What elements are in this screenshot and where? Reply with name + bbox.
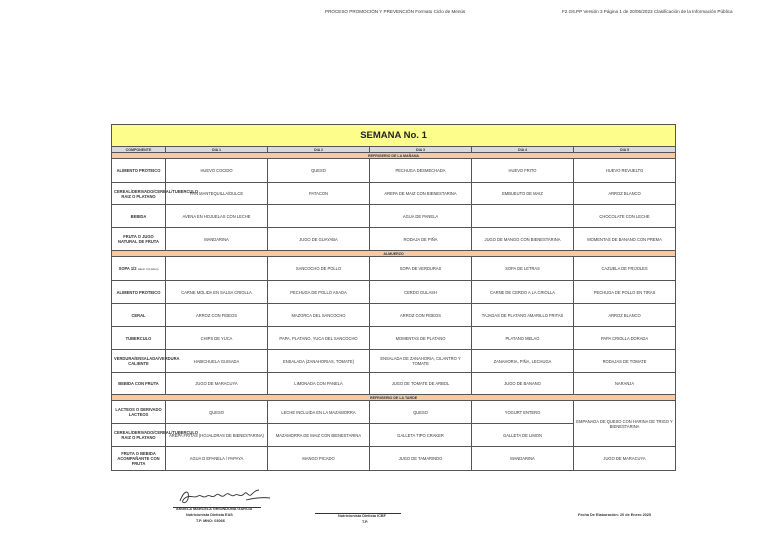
table-cell: RODAJA DE PIÑA	[370, 228, 472, 251]
table-cell: JUGO DE MANGO CON BIENESTARINA	[472, 228, 574, 251]
table-row	[112, 183, 676, 205]
table-row	[112, 257, 676, 281]
table-cell: QUESO	[370, 401, 472, 424]
table-cell: PAPA CRIOLLA DORADA	[574, 327, 676, 350]
component-label: BEBIDA CON FRUTA	[112, 373, 166, 395]
component-label: CEREAL/DERIVADO/CEREAL/TUBERCULO RAIZ O PLATANO	[112, 424, 166, 447]
table-cell: MOMENTAS DE BANANO CON PREMA	[574, 228, 676, 251]
table-cell: PATACON	[268, 183, 370, 205]
table-cell: CHIPS DE YUCA	[166, 327, 268, 350]
table-cell: ARROZ CON FIDEOS	[166, 304, 268, 327]
table-cell: JUGO DE GUAYABA	[268, 228, 370, 251]
component-label: TUBERCULO	[112, 327, 166, 350]
week-title: SEMANA No. 1	[112, 125, 676, 147]
section-refrigerio-manana: REFRIGERIO DE LA MAÑANA	[112, 153, 676, 159]
table-cell: AGUA DE PANELA	[370, 205, 472, 228]
table-cell: LIMONADA CON PANELA	[268, 373, 370, 395]
table-cell: CARNE MOLIDA EN SALSA CRIOLLA	[166, 281, 268, 304]
table-row	[112, 327, 676, 350]
table-cell: CERDO GULASH	[370, 281, 472, 304]
table-cell: GALLETA TIPO CRAKER	[370, 424, 472, 447]
table-cell: MAZORCA DEL SANCOCHO	[268, 304, 370, 327]
table-row	[112, 281, 676, 304]
table-cell: AREPA DE MAIZ CON BIENESTARINA	[370, 183, 472, 205]
table-cell: ZANAHORIA, PIÑA, LECHUGA	[472, 350, 574, 373]
table-cell: EMBUEUTO DE MAIZ	[472, 183, 574, 205]
component-label: BEBIDA	[112, 205, 166, 228]
table-row	[112, 228, 676, 251]
component-label: FRUTA O BEBIDA ACOMPAÑANTE CON FRUTA	[112, 447, 166, 471]
table-cell	[268, 205, 370, 228]
component-label: CERAL	[112, 304, 166, 327]
section-refrigerio-tarde: REFRIGERIO DE LA TARDE	[112, 395, 676, 401]
table-cell: AVENA EN HOJUELAS CON LECHE	[166, 205, 268, 228]
column-header: DIA 5	[574, 147, 676, 153]
table-cell: ARROZ BLANCO	[574, 304, 676, 327]
column-header: DIA 1	[166, 147, 268, 153]
table-cell: HUEVO REVUELTO	[574, 159, 676, 183]
table-row	[112, 205, 676, 228]
component-label-main: SOPA 1/2	[118, 265, 137, 271]
table-row	[112, 159, 676, 183]
table-row	[112, 373, 676, 395]
document-header-title: PROCESO PROMOCIÓN Y PREVENCIÓN Formato Ciclo de Menús	[325, 9, 466, 14]
table-cell: JUGO DE TAMARINDO	[370, 447, 472, 471]
component-label-note: Hacer 3 (Lisbon)	[137, 266, 159, 271]
component-label: LACTEOS O DERIVADO LACTEOS	[112, 401, 166, 424]
table-cell: JUGO DE MARACUYA	[574, 447, 676, 471]
table-cell: TAJADAS DE PLATANO AMARILLO FRITAS	[472, 304, 574, 327]
table-cell	[472, 205, 574, 228]
table-cell: PECHUGA DE POLLO EN TIRAS	[574, 281, 676, 304]
table-cell: SANCOCHO DE POLLO	[268, 257, 370, 281]
component-label: ALIMENTO PROTEICO	[112, 281, 166, 304]
table-cell: PLATANO MELAO	[472, 327, 574, 350]
icbf-registration: T.P.	[362, 520, 369, 524]
table-cell: JUGO DE BANANO	[472, 373, 574, 395]
menu-table	[111, 124, 676, 471]
table-cell: HABICHUELA GUISADA	[166, 350, 268, 373]
table-cell: SOPA DE LETRAS	[472, 257, 574, 281]
table-row	[112, 401, 676, 424]
table-cell: ARROZ CON FIDEOS	[370, 304, 472, 327]
document-header-version: F2.G6.PP Versión 3 Página 1 de 20/05/2023 Clasificación de la Información Pública	[562, 9, 733, 14]
component-label	[112, 257, 166, 281]
table-cell: CAZUELA DE FRIJOLES	[574, 257, 676, 281]
section-almuerzo: ALMUERZO	[112, 251, 676, 257]
table-cell: ENSALADA DE ZANAHORIA, CILANTRO Y TOMATE	[370, 350, 472, 373]
table-cell: RODAJAS DE TOMATE	[574, 350, 676, 373]
table-cell: LECHE INCLUIDA EN LA MAZAMORRA	[268, 401, 370, 424]
table-cell: JUGO DE TOMATE DE ARBOL	[370, 373, 472, 395]
table-cell: MOMENTAS DE PLATANO	[370, 327, 472, 350]
table-cell: GALLETA DE LIMON	[472, 424, 574, 447]
table-row	[112, 304, 676, 327]
table-cell: MANDARINA	[472, 447, 574, 471]
signer-role: Nutricionista Dietista EAS	[186, 513, 233, 517]
signature-image	[176, 486, 272, 506]
column-header: COMPONENTE	[112, 147, 166, 153]
table-cell: PAN MANTEQUILLA/DULCE	[166, 183, 268, 205]
table-cell: YOGURT ENTERO	[472, 401, 574, 424]
table-cell: HUEVO COCIDO	[166, 159, 268, 183]
table-cell: CHOCOLATE CON LECHE	[574, 205, 676, 228]
table-cell: SOPA DE VERDURAS	[370, 257, 472, 281]
table-row	[112, 447, 676, 471]
component-label: CEREAL/DERIVADO/CEREAL/TUBERCULO RAIZ O PLATANO	[112, 183, 166, 205]
table-cell: PAPA, PLATANO, YUCA DEL SANCOCHO	[268, 327, 370, 350]
column-header: DIA 4	[472, 147, 574, 153]
fecha-elaboracion: Fecha De Elaboración: 20 de Enero 2025	[578, 513, 652, 517]
table-cell: HUEVO FRITO	[472, 159, 574, 183]
icbf-role: Nutricionista Dietista ICBF	[338, 514, 386, 518]
table-cell: QUESO	[268, 159, 370, 183]
table-cell: QUESO	[166, 401, 268, 424]
column-header: DIA 2	[268, 147, 370, 153]
table-cell: MANGO PICADO	[268, 447, 370, 471]
table-row	[112, 350, 676, 373]
table-cell: ENSALADA (ZANAHORIAS, TOMATE)	[268, 350, 370, 373]
table-cell: NARANJA	[574, 373, 676, 395]
signer-registration: T.P. MNO: 03066	[196, 519, 225, 523]
table-cell: MANDARINA	[166, 228, 268, 251]
table-cell: CARNE DE CERDO A LA CRIOLLA	[472, 281, 574, 304]
table-cell: PECHUGA DE POLLO ASADA	[268, 281, 370, 304]
table-cell: JUGO DE MARACUYA	[166, 373, 268, 395]
component-label: FRUTA O JUGO NATURAL DE FRUTA	[112, 228, 166, 251]
component-label: VERDURA/ENSALADA/VERDURA CALIENTE	[112, 350, 166, 373]
table-cell: AGUA D EPANELA / PAPAYA	[166, 447, 268, 471]
table-cell: MAZAMORRA DE MAIZ CON BIENESTARINA	[268, 424, 370, 447]
table-cell	[166, 257, 268, 281]
table-cell: ARROZ BLANCO	[574, 183, 676, 205]
column-header: DIA 3	[370, 147, 472, 153]
table-cell: AREPA FRITAS (HOJALDRAS DE BIENESTARINA)	[166, 424, 268, 447]
table-cell: PECHUGA DESMECHADA	[370, 159, 472, 183]
table-cell-merged: EMPANADA DE QUESO CON HARINA DE TRIGO Y BIENESTARINA	[574, 401, 676, 447]
signer-name: ANGELA MARCELA GRIONDONA GARCIA	[176, 507, 253, 511]
component-label: ALIMENTO PROTEICO	[112, 159, 166, 183]
